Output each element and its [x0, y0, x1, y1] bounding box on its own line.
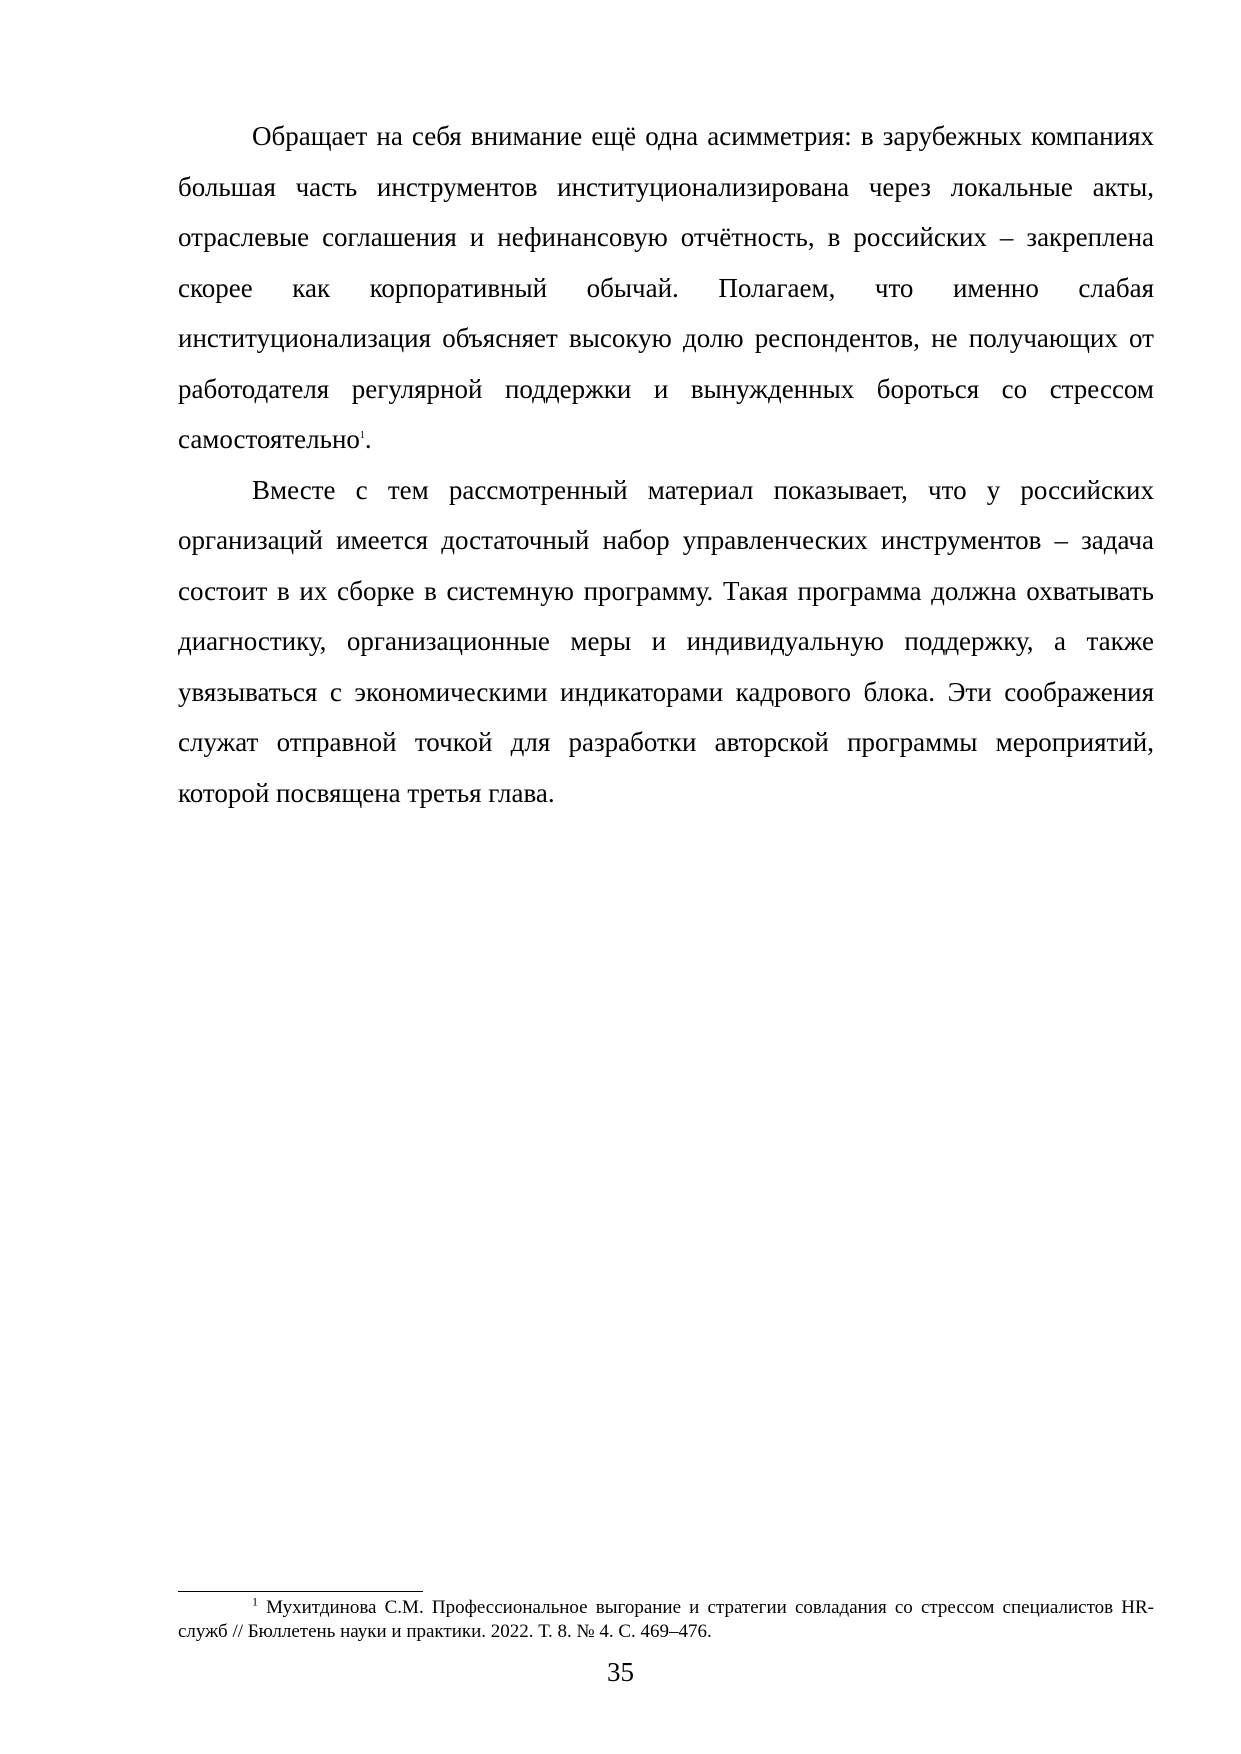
footnote	[178, 1596, 1154, 1644]
footnote-separator	[178, 1591, 423, 1592]
paragraph-1	[178, 111, 1154, 465]
paragraph-1-text: Обращает на себя внимание ещё одна асимметрия: в зарубежных компаниях большая часть инструментов институционализирована через локальные акты, отраслевые соглашения и нефинансовую отчётность, в российских – закреплена скорее как корпоративный обычай. Полагаем, что именно слабая институционализация объясняет высокую долю респондентов, не получающих от работодателя регулярной поддержки и вынужденных бороться со стрессом самостоятельно	[178, 121, 1154, 454]
paragraph-2: Вместе с тем рассмотренный материал показывает, что у российских организаций имеется достаточный набор управленческих инструментов – задача состоит в их сборке в системную программу. Такая программа должна охватывать диагностику, организационные меры и индивидуальную поддержку, а также увязываться с экономическими индикаторами кадрового блока. Эти соображения служат отправной точкой для разработки авторской программы мероприятий, которой посвящена третья глава.	[178, 474, 1154, 808]
page-number: 35	[607, 1657, 634, 1687]
body-text	[178, 111, 1154, 818]
footnote-marker: 1	[252, 1594, 258, 1609]
paragraph-1-tail: .	[364, 424, 372, 454]
footnote-reference: 1	[359, 430, 365, 441]
footnote-text: Мухитдинова С.М. Профессиональное выгорание и стратегии совладания со стрессом специалистов HR-служб // Бюллетень науки и практики. 2022. Т. 8. № 4. С. 469–476.	[178, 1597, 1154, 1642]
